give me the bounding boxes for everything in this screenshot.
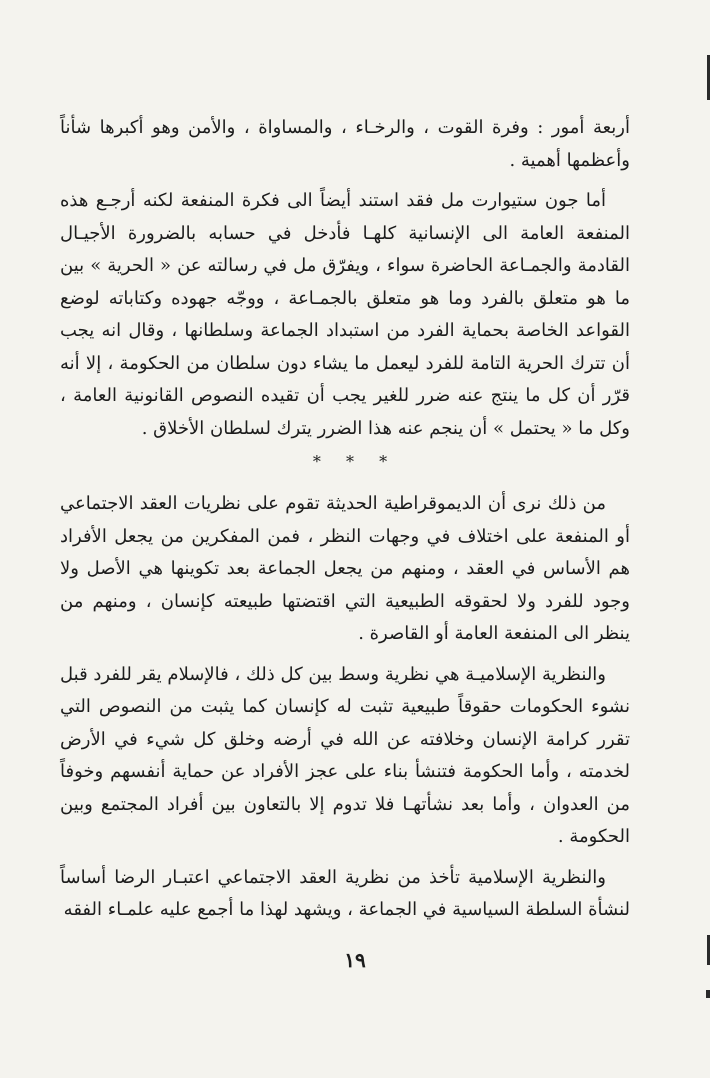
paragraph: أما جون ستيوارت مل فقد استند أيضاً الى فكرة المنفعة لكنه أرجـع هذه المنفعة العامة الى الإنسانية كلهـا فأدخل في حسابه بالضرورة الأجيـال القادمة والجمـاعة الحاضرة سواء ، ويفرّق مل في رسالته عن « الحرية » بين ما هو متعلق بالفرد وما هو متعلق بالجمـاعة ، ووجّه جهوده وكتاباته لوضع القواعد الخاصة بحماية الفرد من استبداد الجماعة وسلطانها ، وقال انه يجب أن تترك الحرية التامة للفرد ليعمل ما يشاء دون سلطان من الحكومة ، إلا أنه قرّر أن كل ما ينتج عنه ضرر للغير يجب أن تقيده النصوص القانونية العامة ، وكل ما « يحتمل » أن ينجم عنه هذا الضرر يترك لسلطان الأخلاق . <box>60 190 630 439</box>
text-block-bottom <box>60 488 630 927</box>
paragraph: أربعة أمور : وفرة القوت ، والرخـاء ، والمساواة ، والأمن وهو أكبرها شأناً وأعظمها أهمية . <box>60 117 630 171</box>
page-number: ١٩ <box>344 948 366 972</box>
page-edge-mark <box>706 990 710 998</box>
paragraph: والنظرية الإسلاميـة هي نظرية وسط بين كل ذلك ، فالإسلام يقر للفرد قبل نشوء الحكومات حقوقاً طبيعية تثبت له كإنسان كما يثبت من النصوص التي تقرر كرامة الإنسان وخلافته عن الله في أرضه وخلق كل شيء في الأرض لخدمته ، وأما الحكومة فتنشأ بناء على عجز الأفراد عن حماية أنفسهم وخوفاً من العدوان ، وأما بعد نشأتهـا فلا تدوم إلا بالتعاون بين أفراد المجتمع وبين الحكومة . <box>60 663 630 847</box>
paragraph: والنظرية الإسلامية تأخذ من نظرية العقد الاجتماعي اعتبـار الرضا أساساً لنشأة السلطة السياسية في الجماعة ، ويشهد لهذا ما أجمع عليه علمـاء الفقه <box>60 866 630 920</box>
paragraph: من ذلك نرى أن الديموقراطية الحديثة تقوم على نظريات العقد الاجتماعي أو المنفعة على اختلاف في وجهات النظر ، فمن المفكرين من يجعل الأفراد هم الأساس في العقد ، ومنهم من يجعل الجماعة بعد تكوينها هي الأصل ولا وجود للفرد ولا لحقوقه الطبيعية التي اقتضتها طبيعته كإنسان ، ومنهم من ينظر الى المنفعة العامة أو القاصرة . <box>60 493 630 644</box>
text-block-top <box>60 112 630 445</box>
section-separator: * * * <box>312 452 398 471</box>
